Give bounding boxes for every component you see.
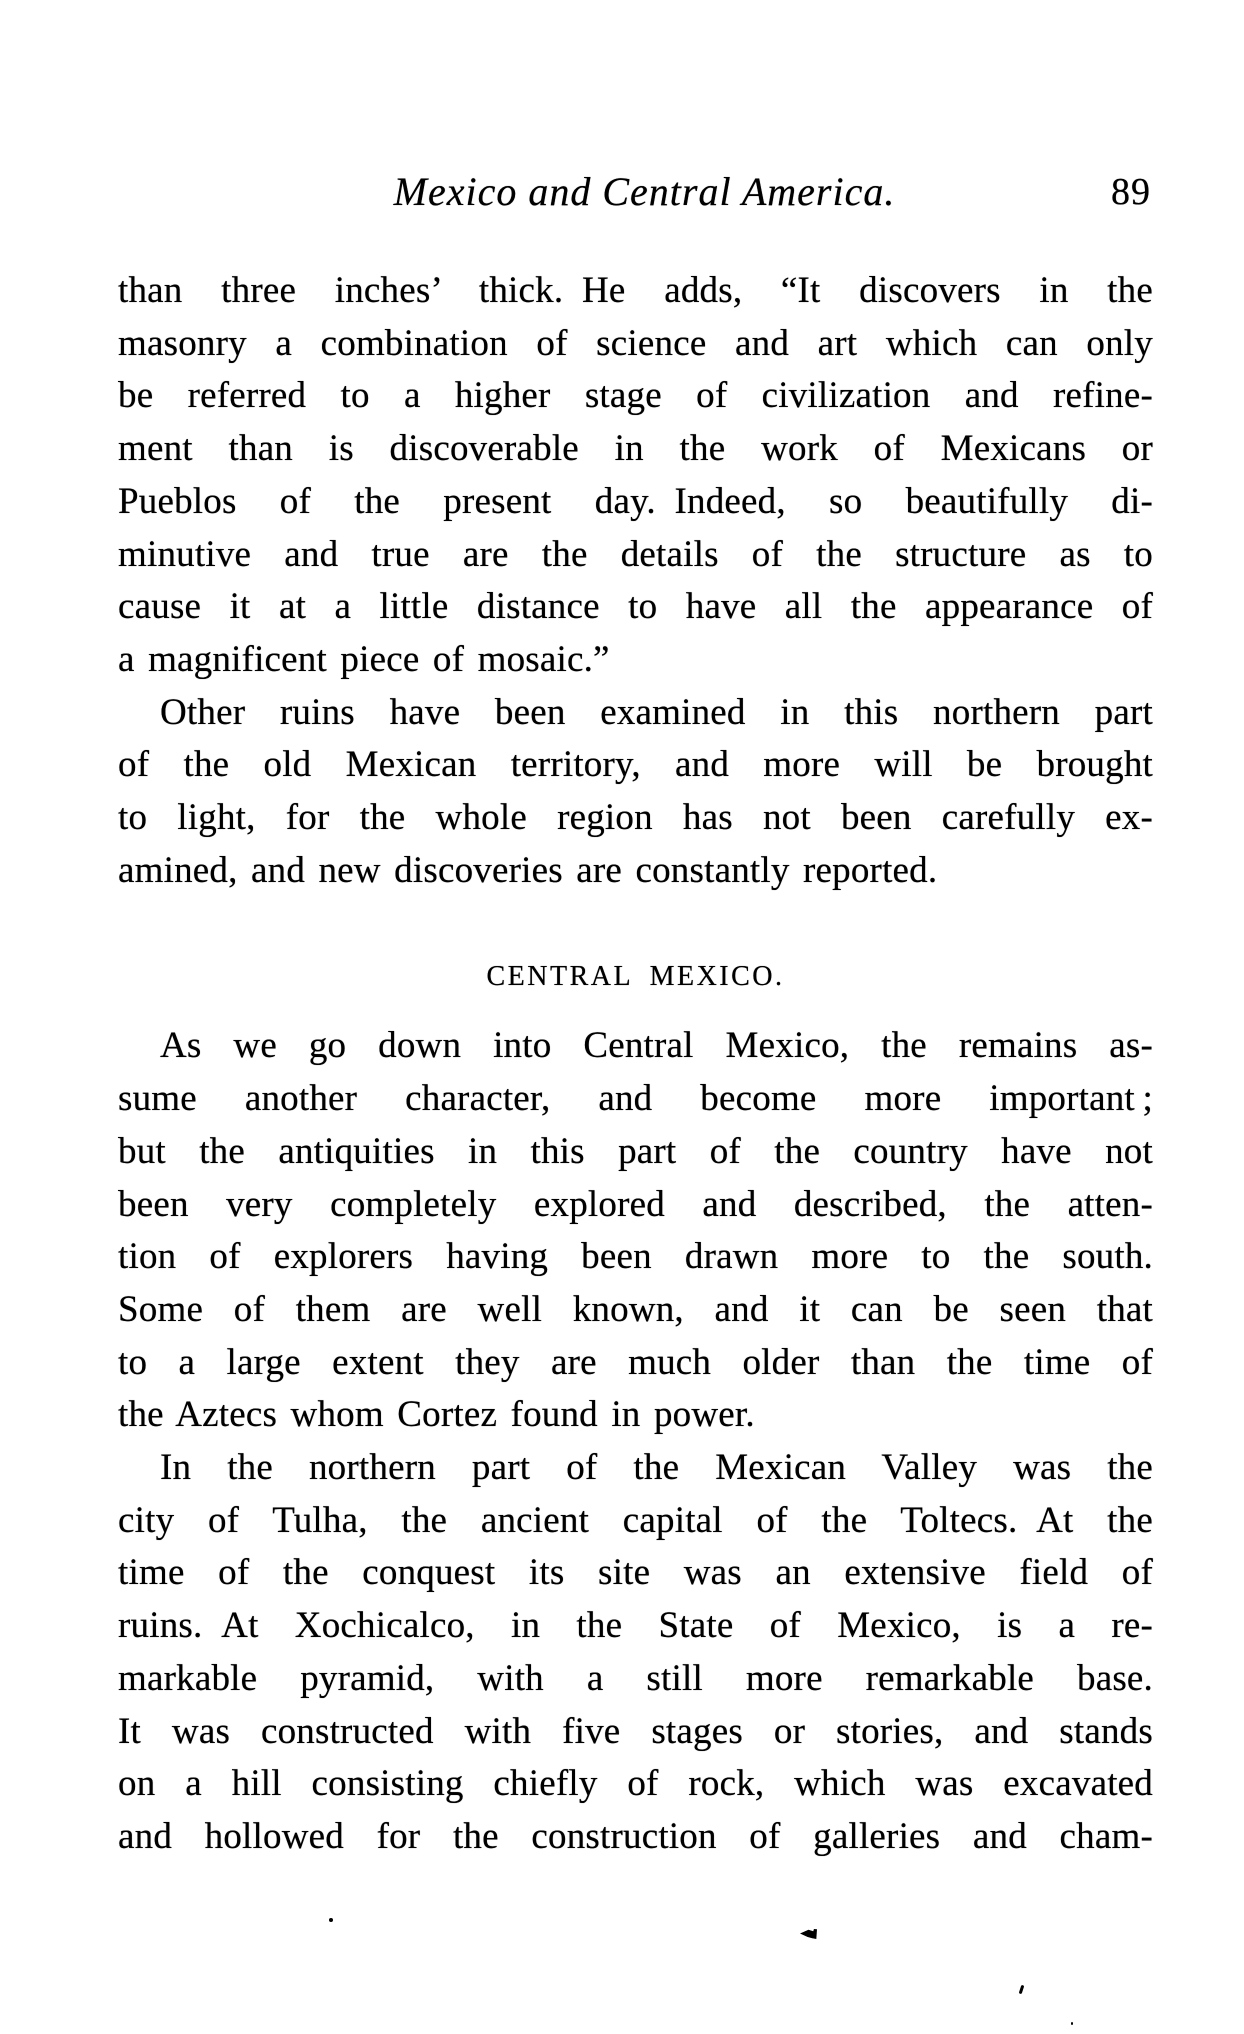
text-line: amined, and new discoveries are constantly reported. [118,849,938,891]
text-line: to a large extent they are much older than the time of [118,1341,1153,1383]
ink-speck [800,1929,817,1939]
text-line: minutive and true are the details of the structure as to [118,533,1153,575]
text-line: the Aztecs whom Cortez found in power. [118,1394,755,1436]
text-line: city of Tulha, the ancient capital of the Toltecs. At the [118,1499,1153,1541]
text-line: ruins. At Xochicalco, in the State of Mexico, is a re- [118,1605,1153,1647]
text-line: been very completely explored and described, the atten- [118,1183,1153,1225]
text-line: Other ruins have been examined in this northern part [160,691,1153,733]
text-line: to light, for the whole region has not been carefully ex- [118,797,1153,839]
text-line: As we go down into Central Mexico, the remains as- [160,1025,1153,1067]
text-line: It was constructed with five stages or stories, and stands [118,1710,1153,1752]
text-line: ment than is discoverable in the work of Mexicans or [118,428,1153,470]
running-head-title: Mexico and Central America. [393,169,896,214]
ink-speck [1071,2022,1073,2025]
text-line: than three inches’ thick. He adds, “It discovers in the [118,270,1153,311]
text-line: cause it at a little distance to have all the appearance of [118,586,1153,628]
text-line: a magnificent piece of mosaic.” [118,638,610,680]
section-heading: CENTRAL MEXICO. [486,961,785,993]
text-line: Some of them are well known, and it can be seen that [118,1288,1153,1330]
text-line: markable pyramid, with a still more remarkable base. [118,1657,1153,1699]
text-line: but the antiquities in this part of the country have not [118,1130,1153,1172]
text-line: of the old Mexican territory, and more will be brought [118,744,1153,786]
text-line: In the northern part of the Mexican Valley was the [160,1447,1153,1489]
text-line: Pueblos of the present day. Indeed, so beautifully di- [118,480,1153,522]
text-line: on a hill consisting chiefly of rock, which was excavated [118,1763,1153,1805]
ink-speck [1019,1985,1025,1994]
text-line: time of the conquest its site was an extensive field of [118,1552,1153,1594]
page-number: 89 [1111,171,1151,213]
ink-speck [329,1918,333,1922]
page-body [118,265,1153,1864]
running-head [118,168,1153,220]
text-line: tion of explorers having been drawn more to the south. [118,1236,1153,1278]
text-line: be referred to a higher stage of civilization and refine- [118,375,1153,417]
text-line: masonry a combination of science and art which can only [118,322,1153,364]
text-line: and hollowed for the construction of galleries and cham- [118,1815,1153,1857]
text-line: sume another character, and become more important ; [118,1078,1153,1120]
